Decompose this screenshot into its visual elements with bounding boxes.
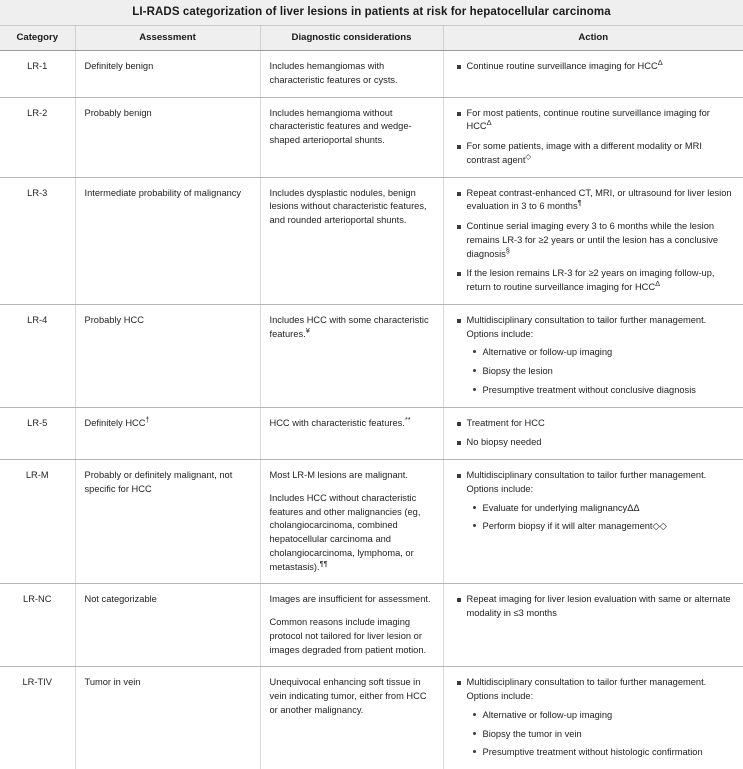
action-item: Multidisciplinary consultation to tailor further management. Options include: Evaluate for underlying malignancyΔΔ Perform biopsy if it will alter management◇◇ [467,469,735,534]
cell-category: LR-1 [0,51,75,98]
action-sublist [467,502,735,535]
cell-action [443,177,743,304]
diagnostic-paragraph: Includes hemangiomas with characteristic features or cysts. [270,60,434,88]
cell-assessment: Probably benign [75,97,260,177]
action-list [453,187,735,295]
action-item: For some patients, image with a different modality or MRI contrast agent◇ [467,140,735,168]
cell-diagnostic-considerations [260,97,443,177]
diagnostic-paragraph: Includes HCC with some characteristic features.¥ [270,314,434,342]
action-subitem: Alternative or follow-up imaging [483,709,735,723]
cell-action [443,460,743,584]
action-subitem: Biopsy the tumor in vein [483,728,735,742]
footnote-marker: Δ [658,58,663,67]
cell-assessment: Probably HCC [75,304,260,407]
action-list [453,469,735,534]
cell-assessment: Definitely benign [75,51,260,98]
table-row [0,584,743,667]
action-subitem: Presumptive treatment without histologic confirmation [483,746,735,760]
action-list [453,60,735,74]
table-title: LI-RADS categorization of liver lesions in patients at risk for hepatocellular carcinoma [0,0,743,26]
cell-category: LR-NC [0,584,75,667]
diagnostic-paragraph: Includes hemangioma without characteristic features and wedge-shaped arterioportal shunts. [270,107,434,148]
action-item: Repeat imaging for liver lesion evaluation with same or alternate modality in ≤3 months [467,593,735,621]
cell-category: LR-3 [0,177,75,304]
action-sublist [467,709,735,760]
cell-category: LR-2 [0,97,75,177]
table-title-row [0,0,743,26]
table-row [0,460,743,584]
cell-action [443,584,743,667]
column-header-row [0,26,743,51]
cell-category: LR-TIV [0,667,75,769]
action-list [453,593,735,621]
column-header-action: Action [443,26,743,51]
table-row [0,304,743,407]
footnote-marker: ◇ [525,152,531,161]
footnote-marker: † [145,414,149,423]
cell-assessment: Definitely HCC† [75,407,260,460]
action-item: For most patients, continue routine surveillance imaging for $HCC^\Delta$ [467,107,735,135]
cell-action [443,667,743,769]
table-row [0,97,743,177]
table-body [0,51,743,769]
column-header-category: Category [0,26,75,51]
action-subitem: Evaluate for underlying malignancyΔΔ [483,502,735,516]
cell-diagnostic-considerations [260,177,443,304]
footnote-marker: ** [405,414,411,423]
cell-category: LR-5 [0,407,75,460]
column-header-assessment: Assessment [75,26,260,51]
action-item: If the lesion remains LR-3 for ≥2 years on imaging follow-up, return to routine surveillance imaging for $HCC^\Delta$ [467,267,735,295]
table-row [0,407,743,460]
action-item: Continue routine surveillance imaging for $HCC^\Delta$ [467,60,735,74]
cell-diagnostic-considerations [260,584,443,667]
diagnostic-paragraph: Includes HCC without characteristic features and other malignancies (eg, cholangiocarcinoma, combined hepatocellular carcinoma and cholangiocarcinoma, lymphoma, or metastasis).¶¶ [270,492,434,575]
cell-diagnostic-considerations [260,51,443,98]
cell-action [443,407,743,460]
diagnostic-paragraph: Images are insufficient for assessment. [270,593,434,607]
table-row [0,51,743,98]
diagnostic-paragraph: Most LR-M lesions are malignant. [270,469,434,483]
footnote-marker: Δ [655,279,660,288]
cell-category: LR-4 [0,304,75,407]
cell-diagnostic-considerations [260,407,443,460]
cell-action [443,51,743,98]
cell-diagnostic-considerations [260,460,443,584]
action-list [453,107,735,168]
action-item: Multidisciplinary consultation to tailor further management. Options include: Alternative or follow-up imaging Biopsy the lesion Presumptive treatment without conclusive diagnosis [467,314,735,398]
footnote-marker: ¶¶ [320,558,328,567]
action-item: Multidisciplinary consultation to tailor further management. Options include: Alternative or follow-up imaging Biopsy the tumor in vein Presumptive treatment without histologic confirmation [467,676,735,760]
cell-assessment: Intermediate probability of malignancy [75,177,260,304]
footnote-marker: § [506,245,510,254]
table-row [0,177,743,304]
action-list [453,676,735,760]
column-header-diagnostic-considerations: Diagnostic considerations [260,26,443,51]
diagnostic-paragraph: Common reasons include imaging protocol not tailored for liver lesion or images degraded from patient motion. [270,616,434,657]
action-item: Repeat contrast-enhanced CT, MRI, or ultrasound for liver lesion evaluation in 3 to 6 months¶ [467,187,735,215]
cell-diagnostic-considerations [260,304,443,407]
action-item: Treatment for HCC [467,417,735,431]
action-list [453,314,735,398]
cell-assessment: Tumor in vein [75,667,260,769]
diagnostic-paragraph: HCC with characteristic features.** [270,417,434,431]
cell-action [443,97,743,177]
diagnostic-paragraph: Unequivocal enhancing soft tissue in vein indicating tumor, either from HCC or another malignancy. [270,676,434,717]
action-subitem: Perform biopsy if it will alter management◇◇ [483,520,735,534]
action-subitem: Presumptive treatment without conclusive diagnosis [483,384,735,398]
action-item: No biopsy needed [467,436,735,450]
cell-assessment: Not categorizable [75,584,260,667]
table-row [0,667,743,769]
action-list [453,417,735,451]
action-item: Continue serial imaging every 3 to 6 months while the lesion remains LR-3 for ≥2 years or until the lesion has a conclusive diagnosis§ [467,220,735,261]
cell-assessment: Probably or definitely malignant, not specific for HCC [75,460,260,584]
diagnostic-paragraph: Includes dysplastic nodules, benign lesions without characteristic features, and rounded arterioportal shunts. [270,187,434,228]
cell-action [443,304,743,407]
footnote-marker: ¶ [578,198,582,207]
action-sublist [467,346,735,397]
cell-category: LR-M [0,460,75,584]
table-header [0,0,743,51]
footnote-marker: Δ [487,118,492,127]
action-subitem: Biopsy the lesion [483,365,735,379]
footnote-marker: ¥ [306,325,310,334]
cell-diagnostic-considerations [260,667,443,769]
action-subitem: Alternative or follow-up imaging [483,346,735,360]
